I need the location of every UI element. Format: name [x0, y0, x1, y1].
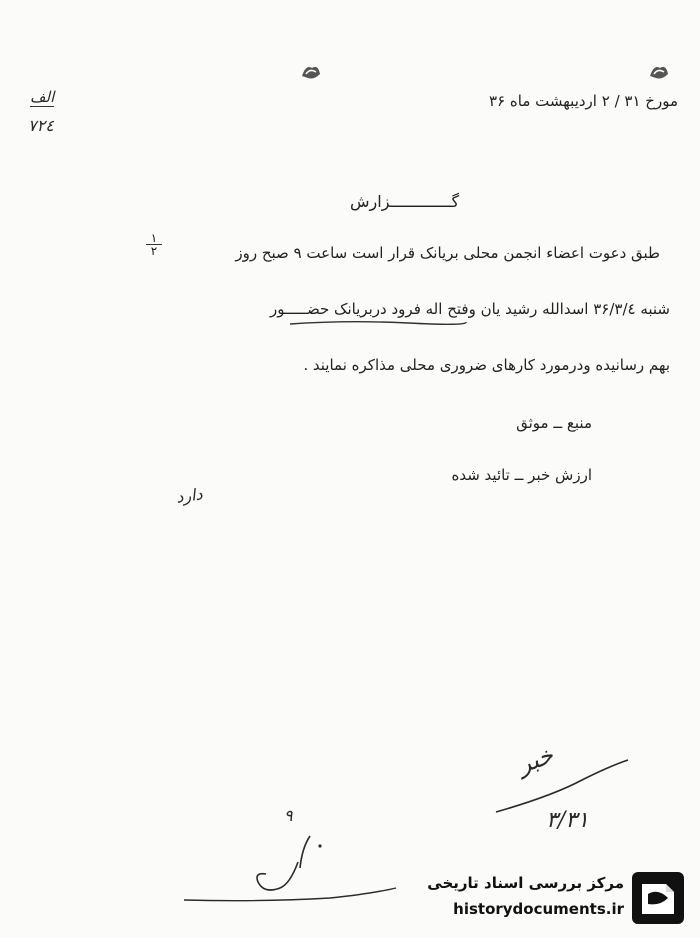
reference-letter: الف — [30, 88, 55, 106]
fraction-denominator: ۲ — [150, 244, 158, 258]
number-mark: ۹ — [284, 806, 293, 825]
archive-footer — [394, 868, 694, 930]
archive-site[interactable]: historydocuments.ir — [453, 900, 624, 918]
report-line-3: بهم رسانیده ودرمورد کارهای ضروری محلی مذاکره نمایند . — [303, 356, 670, 374]
underline-mark — [288, 318, 468, 328]
archive-brand: مرکز بررسی اسناد تاریخی — [427, 874, 624, 892]
signature-right: خبر — [514, 740, 558, 780]
margin-note: دارد — [174, 484, 204, 507]
date-line: مورخ ۳۱ / ۲ اردیبهشت ماه ۳۶ — [489, 92, 678, 110]
signature-stroke — [492, 756, 632, 816]
evaluation-line: ارزش خبر ــ تائید شده — [451, 466, 592, 484]
stamp-mark-icon — [648, 62, 670, 82]
fraction-numerator: ۱ — [146, 232, 162, 245]
report-title: گـــــــــــــزارش — [350, 192, 460, 211]
stamp-mark-icon — [300, 62, 322, 82]
signature-bottom — [180, 828, 400, 908]
source-line: منبع ــ موثق — [516, 414, 592, 432]
time-fraction — [146, 232, 162, 257]
report-line-1: طبق دعوت اعضاء انجمن محلی بریانک قرار است ساعت ۹ صبح روز — [235, 244, 660, 262]
archive-logo-icon — [630, 870, 686, 926]
report-line-2: شنبه ۳۶/۳/٤ اسدالله رشید یان وفتح اله فرود دربریانک حضـــــور — [270, 300, 670, 318]
reference-number: ۷۲٤ — [28, 116, 54, 135]
signature-date: ۳/۳۱ — [546, 808, 589, 833]
